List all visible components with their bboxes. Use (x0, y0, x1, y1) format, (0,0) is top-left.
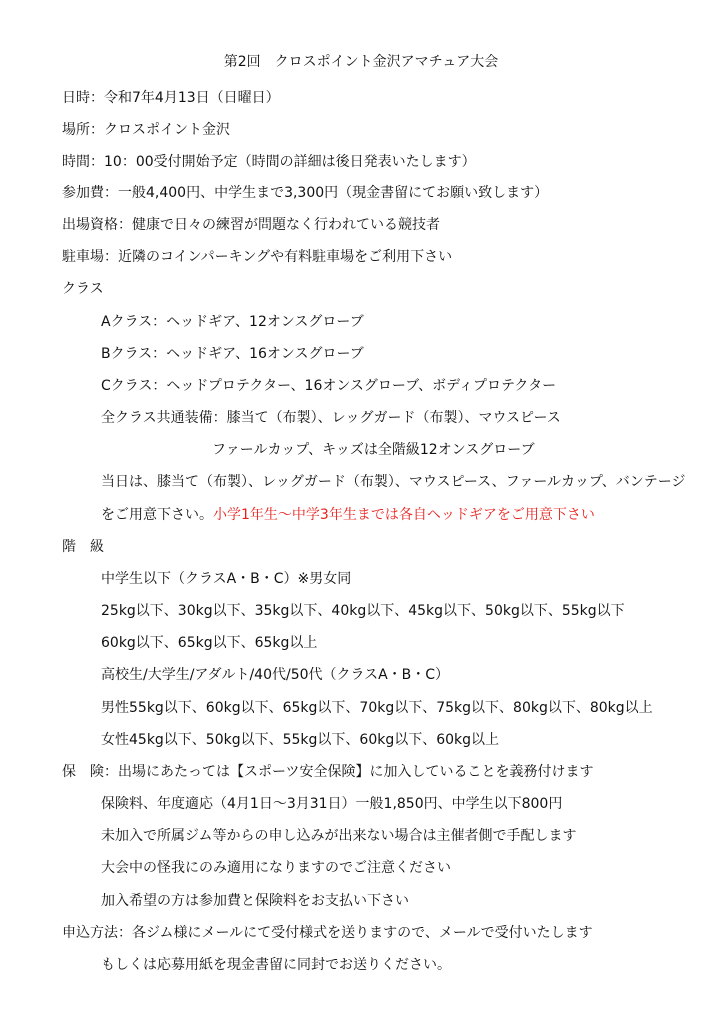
insurance-requirement: 保 険：出場にあたっては【スポーツ安全保険】に加入していることを義務付けます (62, 764, 594, 780)
adult-division-heading: 高校生/大学生/アダルト/40代/50代（クラスA・B・C） (101, 667, 450, 683)
junior-weights-row-2: 60kg以下、65kg以下、65kg以上 (101, 635, 318, 651)
day-preparation: 当日は、膝当て（布製）、レッグガード（布製）、マウスピース、ファールカップ、バンテージ (101, 474, 686, 490)
application-method: 申込方法：各ジム様にメールにて受付様式を送りますので、メールで受付いたします (62, 925, 593, 941)
event-time: 時間：10：00受付開始予定（時間の詳細は後日発表いたします） (62, 154, 476, 170)
junior-division-heading: 中学生以下（クラスA・B・C）※男女同 (101, 571, 352, 587)
men-weights: 男性55kg以下、60kg以下、65kg以下、70kg以下、75kg以下、80kg以下、80kg以上 (101, 700, 653, 716)
document-title: 第2回 クロスポイント金沢アマチュア大会 (223, 54, 499, 70)
event-date: 日時：令和7年4月13日（日曜日） (62, 90, 280, 106)
application-alternative: もしくは応募用紙を現金書留に同封でお送りください。 (101, 957, 451, 973)
class-a: Aクラス：ヘッドギア、12オンスグローブ (101, 314, 364, 330)
insurance-scope-note: 大会中の怪我にのみ適用になりますのでご注意ください (101, 860, 451, 876)
eligibility: 出場資格：健康で日々の練習が問題なく行われている競技者 (62, 217, 440, 233)
headgear-notice: 小学1年生～中学3年生までは各自ヘッドギアをご用意下さい (213, 507, 595, 523)
class-heading: クラス (62, 281, 104, 297)
women-weights: 女性45kg以下、50kg以下、55kg以下、60kg以下、60kg以上 (101, 732, 500, 748)
insurance-gym-note: 未加入で所属ジム等からの申し込みが出来ない場合は主催者側で手配します (101, 828, 577, 844)
class-c: Cクラス：ヘッドプロテクター、16オンスグローブ、ボディプロテクター (101, 378, 557, 394)
entry-fee: 参加費：一般4,400円、中学生まで3,300円（現金書留にてお願い致します） (62, 185, 549, 201)
junior-weights-row-1: 25kg以下、30kg以下、35kg以下、40kg以下、45kg以下、50kg以下、55kg以下 (101, 603, 625, 619)
class-b: Bクラス：ヘッドギア、16オンスグローブ (101, 346, 364, 362)
division-heading: 階 級 (62, 539, 104, 555)
day-preparation-continued (101, 506, 595, 524)
common-gear: 全クラス共通装備：膝当て（布製）、レッグガード（布製）、マウスピース (101, 410, 561, 426)
common-gear-continued: ファールカップ、キッズは全階級12オンスグローブ (212, 442, 535, 458)
parking-info: 駐車場：近隣のコインパーキングや有料駐車場をご利用下さい (62, 249, 453, 265)
event-venue: 場所：クロスポイント金沢 (62, 122, 230, 138)
insurance-fee: 保険料、年度適応（4月1日～3月31日）一般1,850円、中学生以下800円 (101, 796, 563, 812)
day-preparation-text: をご用意下さい。 (101, 507, 213, 523)
insurance-payment-note: 加入希望の方は参加費と保険料をお支払い下さい (101, 893, 409, 909)
